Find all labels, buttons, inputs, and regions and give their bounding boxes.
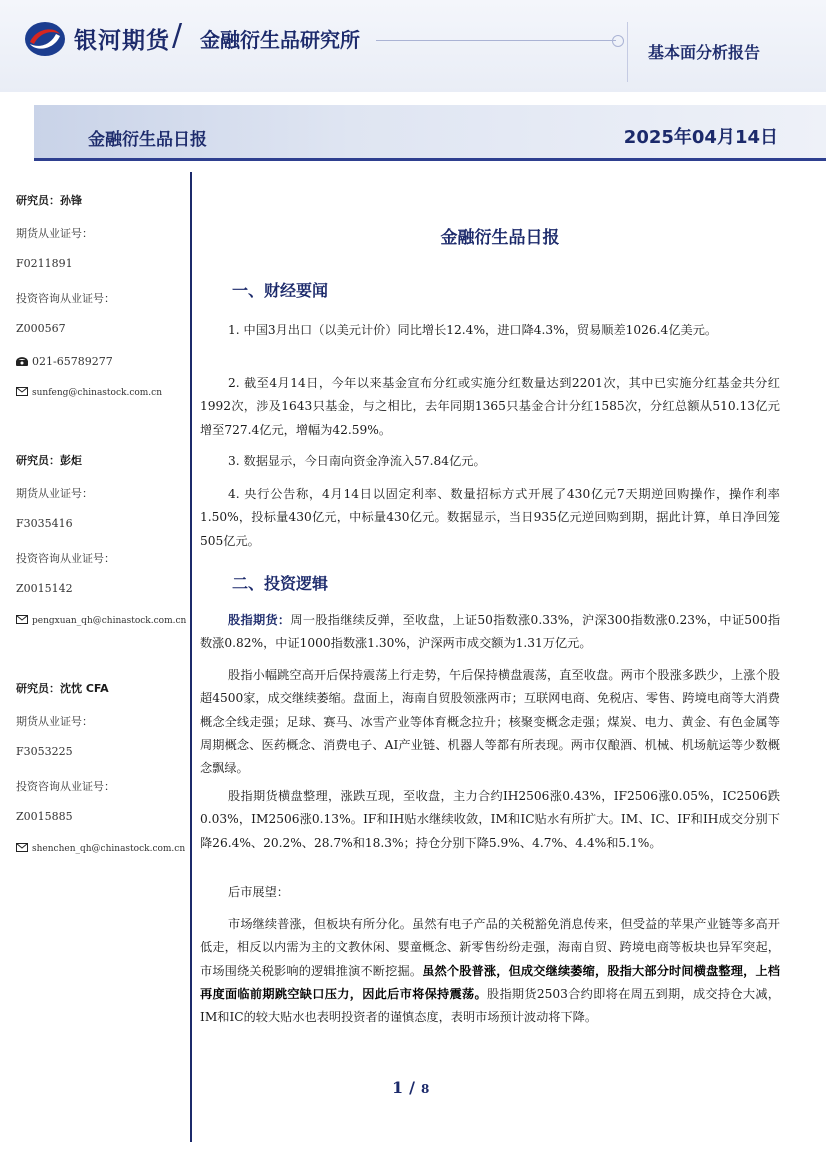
current-page: 1 [392, 1078, 404, 1097]
header-slash: / [172, 18, 183, 53]
analyst-name: 研究员：沈忱 CFA [16, 682, 109, 695]
page-separator: / [409, 1078, 415, 1097]
email-address[interactable]: sunfeng@chinastock.com.cn [32, 388, 163, 398]
outlook-text: 市场继续普涨，但板块有所分化。虽然有电子产品的关税豁免消息传来，但受益的苹果产业链等多高开低走，相反以内需为主的文教休闲、婴童概念、新零售纷纷走强，海南自贸、跨境电商等板块也异军突起，市场围绕关税影响的逻辑推演不断挖掘。 [200, 917, 780, 978]
consult-id: Z000567 [16, 322, 66, 335]
analyst-card [16, 192, 188, 420]
news-item: 1. 中国3月出口（以美元计价）同比增长12.4%，进口降4.3%，贸易顺差1026.4亿美元。 [228, 323, 718, 337]
section-heading: 二、投资逻辑 [232, 574, 329, 593]
consult-label: 投资咨询从业证号： [16, 291, 115, 305]
analyst-name: 研究员：彭炬 [16, 454, 82, 467]
phone-icon [16, 357, 28, 366]
section-heading: 一、财经要闻 [232, 281, 329, 300]
futures-id: F0211891 [16, 257, 73, 270]
email-row [16, 615, 188, 648]
total-pages: 8 [420, 1082, 430, 1096]
outlook-label: 后市展望： [228, 885, 289, 899]
sidebar-divider [190, 172, 192, 1142]
news-item: 4. 央行公告称，4月14日以固定利率、数量招标方式开展了430亿元7天期逆回购操作，操作利率1.50%，投标量430亿元，中标量430亿元。数据显示，当日935亿元逆回购到期，据此计算，单日净回笼505亿元。 [200, 487, 780, 548]
brand-name: 银河期货 [74, 28, 170, 54]
institute-name: 金融衍生品研究所 [200, 28, 360, 52]
logic-label: 股指期货： [228, 613, 291, 627]
mail-icon [16, 387, 28, 396]
logic-paragraph: 股指小幅跳空高开后保持震荡上行走势，午后保持横盘震荡，直至收盘。两市个股涨多跌少，上涨个股超4500家，成交继续萎缩。盘面上，海南自贸股领涨两市；互联网电商、免税店、零售、跨境电商等大消费概念全线走强；足球、赛马、冰雪产业等体育概念拉升；核聚变概念走强；煤炭、电力、黄金、有色金属等周期概念、医药概念、消费电子、AI产业链、机器人等都有所表现。两市仅酿酒、机械、机场航运等少数概念飘绿。 [200, 668, 780, 776]
header-deco-circle [612, 35, 624, 47]
futures-id: F3035416 [16, 517, 73, 530]
mail-icon [16, 843, 28, 852]
futures-label: 期货从业证号： [16, 486, 93, 500]
futures-label: 期货从业证号： [16, 226, 93, 240]
analyst-card [16, 680, 188, 875]
analyst-card [16, 452, 188, 647]
logic-paragraph [200, 609, 780, 656]
outlook-paragraph [200, 913, 780, 1029]
consult-label: 投资咨询从业证号： [16, 779, 115, 793]
phone-number: 021-65789277 [32, 354, 113, 368]
email-address[interactable]: shenchen_qh@chinastock.com.cn [32, 843, 186, 854]
report-type: 基本面分析报告 [647, 43, 760, 62]
phone-row [16, 355, 188, 388]
outlook-emphasis: 虽然个股普涨，但成交继续萎缩，股指大部分时间横盘整理，上档再度面临前期跳空缺口压力，因此后市将保持震荡。 [200, 963, 780, 1001]
consult-label: 投资咨询从业证号： [16, 551, 115, 565]
email-address[interactable]: pengxuan_qh@chinastock.com.cn [32, 615, 187, 626]
page-number [392, 1078, 429, 1097]
email-row [16, 843, 188, 876]
consult-id: Z0015885 [16, 810, 73, 823]
email-row [16, 387, 188, 420]
report-date: 2025年04月14日 [623, 127, 778, 148]
outlook-text: 股指期货2503合约即将在周五到期，成交持仓大减，IM和IC的较大贴水也表明投资者的谨慎态度，表明市场预计波动将下降。 [200, 986, 780, 1025]
news-item: 2. 截至4月14日，今年以来基金宣布分红或实施分红数量达到2201次，其中已实施分红基金共分红1992次，涉及1643只基金，与之相比，去年同期1365只基金合计分红1585次，分红总额从510.13亿元增至727.4亿元，增幅为42.59%。 [200, 376, 780, 437]
title-bar-underline [34, 158, 826, 161]
consult-id: Z0015142 [16, 582, 73, 595]
futures-id: F3053225 [16, 745, 73, 758]
news-item: 3. 数据显示，今日南向资金净流入57.84亿元。 [228, 454, 486, 468]
logic-text: 周一股指继续反弹，至收盘，上证50指数涨0.33%，沪深300指数涨0.23%，中证500指数涨0.82%，中证1000指数涨1.30%，沪深两市成交额为1.31万亿元。 [200, 613, 781, 651]
document-title: 金融衍生品日报 [440, 228, 560, 248]
galaxy-logo-icon [24, 20, 66, 58]
header-deco-line [376, 40, 616, 41]
futures-label: 期货从业证号： [16, 714, 93, 728]
mail-icon [16, 615, 28, 624]
analyst-name: 研究员：孙锋 [16, 194, 82, 207]
report-name: 金融衍生品日报 [88, 130, 207, 150]
header-deco-divider [627, 22, 628, 82]
logic-paragraph: 股指期货横盘整理，涨跌互现，至收盘，主力合约IH2506涨0.43%，IF2506涨0.05%，IC2506跌0.03%，IM2506涨0.13%。IF和IH贴水继续收敛，IM和IC贴水有所扩大。IM、IC、IF和IH成交分别下降26.4%、20.2%、28.7%和18.3%；持仓分别下降5.9%、4.7%、4.4%和5.1%。 [200, 789, 780, 850]
